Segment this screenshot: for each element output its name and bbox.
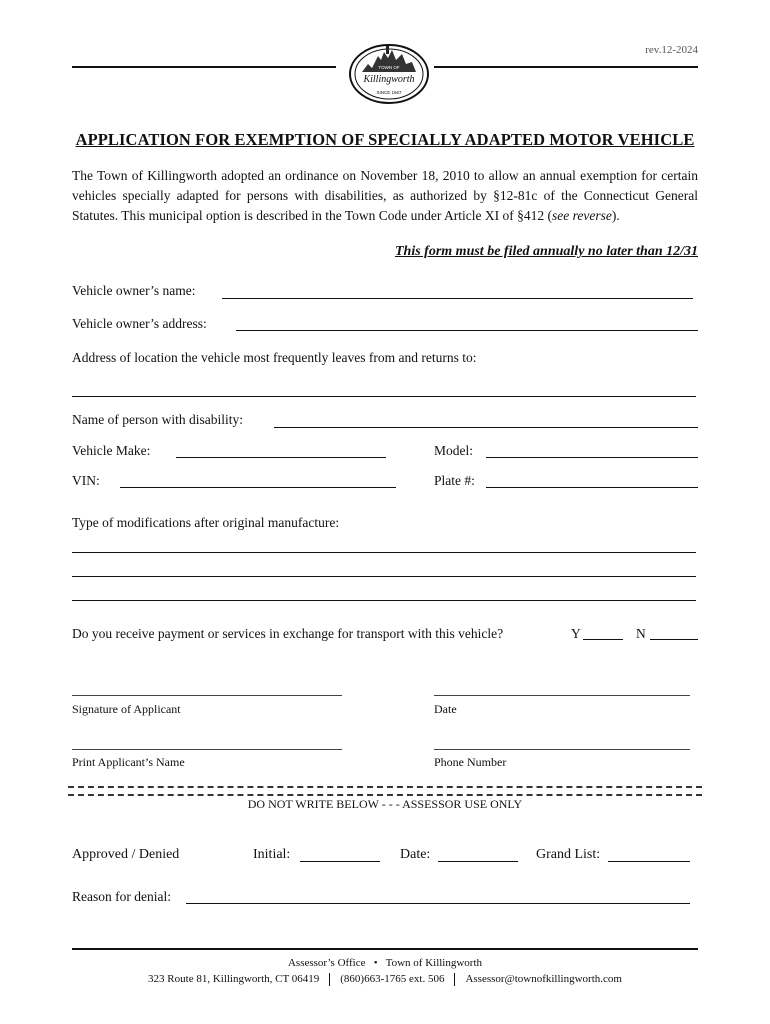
footer-separator (454, 973, 455, 986)
owner-name-field[interactable] (222, 298, 693, 299)
footer-separator (329, 973, 330, 986)
initial-label: Initial: (253, 847, 291, 862)
footer-line-1 (72, 957, 698, 969)
signature-field[interactable] (72, 695, 342, 696)
payment-no-label: N (636, 626, 646, 641)
form-title: APPLICATION FOR EXEMPTION OF SPECIALLY ADAPTED MOTOR VEHICLE (75, 130, 695, 149)
plate-label: Plate #: (434, 473, 475, 488)
vehicle-model-field[interactable] (486, 457, 698, 458)
seal-town-name: Killingworth (363, 74, 415, 85)
initial-field[interactable] (300, 861, 380, 862)
payment-question: Do you receive payment or services in exchange for transport with this vehicle? (72, 626, 504, 641)
phone-label: Phone Number (434, 755, 507, 769)
signature-label: Signature of Applicant (72, 702, 181, 716)
location-address-label: Address of location the vehicle most frequently leaves from and returns to: (72, 350, 477, 365)
print-name-field[interactable] (72, 749, 342, 750)
intro-see-reverse: see reverse (551, 208, 612, 223)
assessor-date-field[interactable] (438, 861, 518, 862)
print-name-label: Print Applicant’s Name (72, 755, 185, 769)
approved-denied-label: Approved / Denied (72, 847, 180, 862)
grand-list-field[interactable] (608, 861, 690, 862)
vehicle-model-label: Model: (434, 443, 473, 458)
filing-deadline-notice: This form must be filed annually no later than 12/31 (395, 244, 698, 259)
payment-yes-field[interactable] (583, 639, 623, 640)
owner-address-label: Vehicle owner’s address: (72, 316, 207, 331)
disabled-person-field[interactable] (274, 427, 698, 428)
seal-bottom-text: SINCE 1667 (376, 90, 402, 95)
owner-address-field[interactable] (236, 330, 698, 331)
footer-office: Assessor’s Office (287, 957, 366, 969)
footer-town: Town of Killingworth (385, 957, 483, 969)
revision-label: rev.12-2024 (645, 44, 698, 56)
assessor-divider (68, 786, 702, 796)
vehicle-make-field[interactable] (176, 457, 386, 458)
modifications-label: Type of modifications after original manufacture: (72, 515, 340, 530)
denial-reason-field[interactable] (186, 903, 690, 904)
intro-paragraph (72, 166, 698, 226)
denial-reason-label: Reason for denial: (72, 889, 171, 904)
disabled-person-label: Name of person with disability: (72, 412, 243, 427)
footer-email[interactable]: Assessor@townofkillingworth.com (465, 973, 622, 986)
phone-field[interactable] (434, 749, 690, 750)
vehicle-make-label: Vehicle Make: (72, 443, 151, 458)
plate-field[interactable] (486, 487, 698, 488)
assessor-banner: DO NOT WRITE BELOW - - - ASSESSOR USE ONLY (247, 797, 523, 811)
vin-field[interactable] (120, 487, 396, 488)
footer-bullet: • (373, 957, 378, 969)
modifications-line-2[interactable] (72, 576, 696, 577)
intro-text: The Town of Killingworth adopted an ordinance on November 18, 2010 to allow an annual exemption for certain vehicles specially adapted for persons with disabilities, as authorized by §12-81c of the Connecticut General Statutes. This municipal option is described in the Town Code under Article XI of §412 ( (72, 168, 698, 223)
vin-label: VIN: (72, 473, 100, 488)
owner-name-label: Vehicle owner’s name: (72, 283, 196, 298)
grand-list-label: Grand List: (536, 847, 601, 862)
intro-text-end: ). (611, 208, 620, 223)
footer-line-2 (60, 973, 710, 986)
payment-yes-label: Y (571, 626, 581, 641)
date-label: Date (434, 702, 457, 716)
footer-address: 323 Route 81, Killingworth, CT 06419 (148, 973, 320, 986)
payment-no-field[interactable] (650, 639, 698, 640)
modifications-line-3[interactable] (72, 600, 696, 601)
town-seal-logo (348, 42, 430, 104)
assessor-date-label: Date: (400, 847, 431, 862)
modifications-line-1[interactable] (72, 552, 696, 553)
header-rule-left (72, 66, 336, 68)
date-field[interactable] (434, 695, 690, 696)
seal-top-text: TOWN OF (378, 65, 400, 70)
header-rule-right (434, 66, 698, 68)
footer-phone: (860)663-1765 ext. 506 (340, 973, 445, 986)
location-address-field[interactable] (72, 396, 696, 397)
footer-rule (72, 948, 698, 950)
